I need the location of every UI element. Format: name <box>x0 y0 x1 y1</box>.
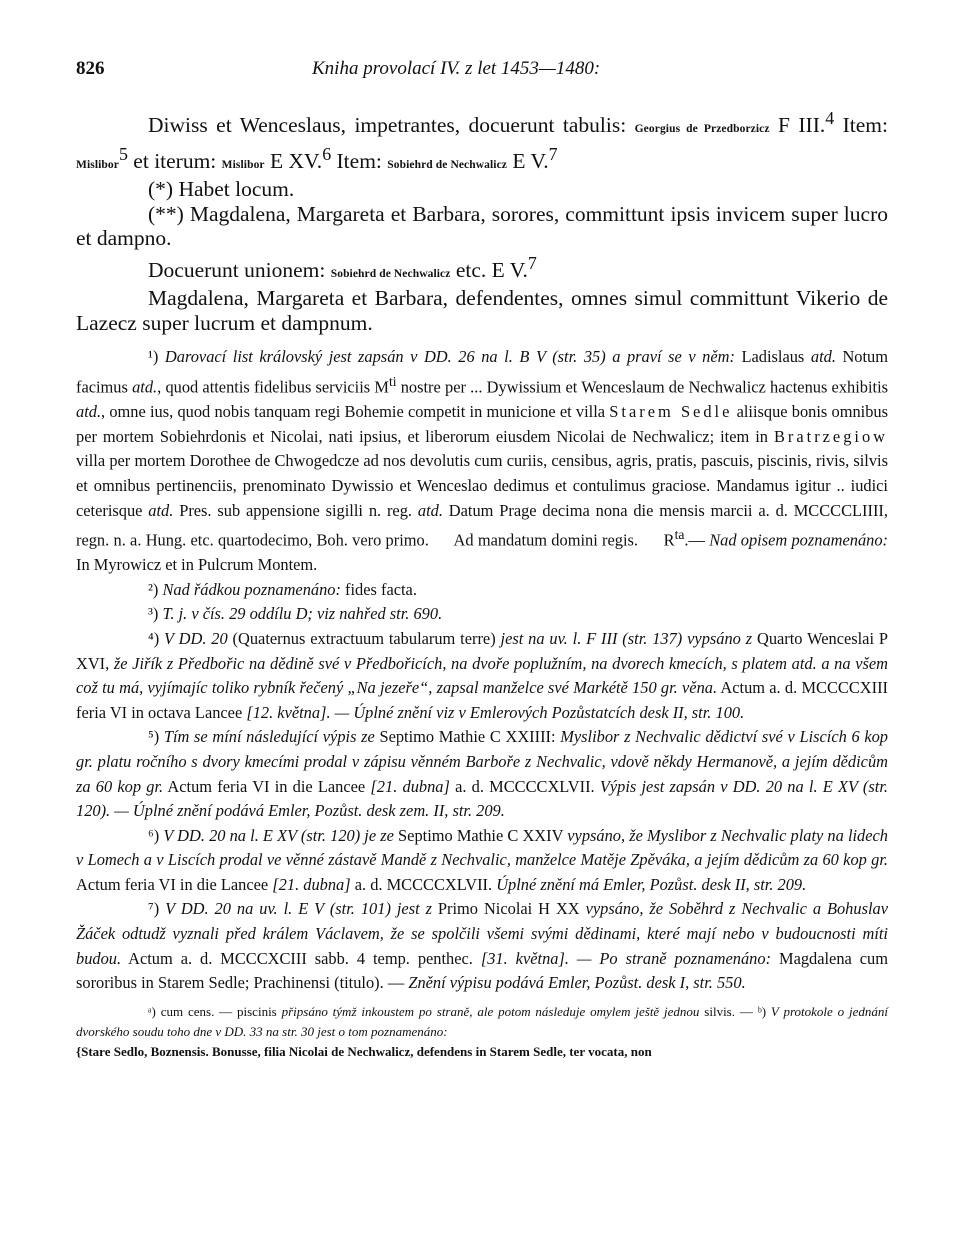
text: fides facta. <box>340 579 417 599</box>
text: aliisque bonis omnibus per mortem Sobiehrdonis et Nicolai, nati ipsius, et liberorum eiusdem Nicolai de Nechwalicz; item in <box>76 402 888 446</box>
text: Septimo Mathie C XXIV <box>393 825 568 845</box>
footnote-number: ²) <box>148 579 159 599</box>
text: atd. <box>148 500 174 520</box>
text: cum cens. — piscinis <box>155 1003 282 1019</box>
footnote-ref: 5 <box>118 143 128 164</box>
footnote-number: ⁴) <box>148 628 160 648</box>
text: Výpis jest zapsán v DD. 20 na l. E XV (str. 120). — Úplné znění podává Emler, Pozůst. desk zem. II, str. 209. <box>76 776 888 821</box>
text: E XV. <box>264 148 323 173</box>
paragraph-3: (**) Magdalena, Margareta et Barbara, sorores, committunt ipsis invicem super lucro et dampno. <box>76 201 888 251</box>
footnote-number: ⁶) <box>148 825 160 845</box>
footnote-ref: 6 <box>322 143 332 164</box>
text: vypsáno, že Soběhrd z Nechvalic a Bohuslav Žáček odtudž vyznali před králem Václavem, že se spolčili všemi svými dědinami, které mají nebo v budoucnosti míti budou. <box>76 899 888 968</box>
text: .— <box>684 530 710 550</box>
footnote-number: ⁷) <box>148 899 160 919</box>
text: atd. <box>132 377 158 397</box>
text: Actum feria VI in die Lancee <box>163 776 371 796</box>
text: [12. května]. — Úplné znění viz v Emlerových Pozůstatcích desk II, str. 100. <box>246 702 745 722</box>
apparatus-note-b-text: {Stare Sedlo, Boznensis. Bonusse, filia Nicolai de Nechwalicz, defendens in Starem Sedle, ter vocata, non <box>76 1043 652 1059</box>
small-caps-name: Sobiehrd de Nechwalicz <box>387 158 508 171</box>
small-caps-name: Sobiehrd de Nechwalicz <box>330 267 451 280</box>
text: ta <box>674 527 685 543</box>
text: In Myrowicz et in Pulcrum Montem. <box>76 555 318 575</box>
main-text <box>76 106 888 335</box>
spaced-place-name: Bratrzegiow <box>773 426 888 446</box>
text: [21. dubna] <box>370 776 450 796</box>
text: V DD. 20 na l. E XV (str. 120) je ze <box>159 825 394 845</box>
text: , omne ius, quod nobis tanquam regi Bohemie competit in municione et villa <box>101 402 610 422</box>
document-page <box>76 58 893 1062</box>
footnote-ref: 7 <box>548 143 558 164</box>
text: Actum feria VI in die Lancee <box>76 874 273 894</box>
text: T. j. v čís. 29 oddílu D; viz nahřed str. 690. <box>158 604 443 624</box>
footnote-number: ¹) <box>148 347 159 367</box>
text: , quod attentis fidelibus serviciis M <box>157 377 389 397</box>
small-caps-name: Mislibor <box>76 158 119 171</box>
text: et iterum: <box>127 148 222 173</box>
small-caps-name: Georgius de Przedborzicz <box>634 123 770 136</box>
apparatus-marker: ᵃ) <box>148 1003 156 1019</box>
text: vypsáno, že Myslibor z Nechvalic platy na lidech v Lomech a v Liscích prodal ve věnné zástavě Mandě z Nechvalic, manželce Matěje Zpěváka, a jejím dědicům za 60 kop gr. <box>76 825 888 870</box>
footnote-7 <box>76 897 888 995</box>
critical-apparatus <box>76 1002 888 1062</box>
footnote-5 <box>76 725 888 823</box>
text: Item: <box>331 148 388 173</box>
text: připsáno týmž inkoustem po straně, ale potom následuje omylem ještě jednou <box>281 1003 700 1019</box>
text: ti <box>388 374 397 390</box>
text: Tím se míní následující výpis ze <box>159 727 375 747</box>
text: silvis. — <box>699 1003 758 1019</box>
text: etc. E V. <box>450 257 528 282</box>
paragraph-1 <box>76 106 888 177</box>
text: atd. <box>76 402 102 422</box>
text: nostre per ... Dywissium et Wenceslaum de Nechwalicz hactenus exhibitis <box>396 377 888 397</box>
text: Nad řádkou poznamenáno: <box>158 579 341 599</box>
text: Darovací list královský jest zapsán v DD. 26 na l. B V (str. 35) a praví se v něm: <box>158 347 735 367</box>
text: V DD. 20 na uv. l. E V (str. 101) jest z <box>159 899 432 919</box>
text: V DD. 20 <box>159 628 228 648</box>
text: Actum a. d. MCCCCXIII feria VI in octava Lancee <box>76 678 888 722</box>
text: V protokole o jednání dvorského soudu toho dne v DD. 33 na str. 30 jest o tom poznamenáno: <box>76 1003 888 1039</box>
footnote-1 <box>76 345 893 577</box>
text: Datum Prage decima nona die mensis marcii a. d. MCCCCLIIII, regn. n. a. Hung. etc. quartodecimo, Boh. vero primo. Ad mandatum domini regis. R <box>76 500 893 550</box>
paragraph-2: (*) Habet locum. <box>148 177 295 202</box>
text: Docuerunt unionem: <box>148 257 331 282</box>
footnote-3 <box>76 602 888 627</box>
running-title: Kniha provolací IV. z let 1453—1480: <box>312 58 601 79</box>
text: že Jiřík z Předbořic na dědině své v Předbořicích, na dvoře poplužním, na dvorech kmecích, s platem atd. a na všem což tu má, vyjímajíc toliko rybník řečený „Na jezeře“, zapsal manželce své Markétě 150 gr. věna. <box>76 653 888 698</box>
text: Notum facimus <box>76 347 889 397</box>
text: Septimo Mathie C XXIIII: <box>374 727 561 747</box>
text: Magdalena cum sororibus in Starem Sedle; Prachinensi (titulo). — <box>76 948 888 993</box>
footnote-ref: 7 <box>527 252 537 273</box>
spaced-place-name: Starem Sedle <box>609 402 733 422</box>
text: Pres. sub appensione sigilli n. reg. <box>173 500 418 520</box>
text: Quarto Wenceslai P XVI, <box>76 628 888 673</box>
text: Primo Nicolai H XX <box>431 899 586 919</box>
paragraph-5: Magdalena, Margareta et Barbara, defendentes, omnes simul committunt Vikerio de Lazecz super lucrum et dampnum. <box>76 286 888 335</box>
text: atd. <box>810 347 836 367</box>
footnotes <box>76 345 893 995</box>
paragraph-4 <box>76 251 888 287</box>
text: villa per mortem Dorothee de Chwogedcze ad nos devolutis cum curiis, censibus, agris, pratis, pascuis, piscinis, rivis, silvis et omnibus pertinenciis, prenominato Dywissio et Wenceslao dedimus et contulimus graciose. Mandamus igitur .. iudici ceterisque <box>76 451 888 520</box>
footnote-number: ⁵) <box>148 727 160 747</box>
text: [31. května]. — Po straně poznamenáno: <box>480 948 772 968</box>
footnote-4 <box>76 627 888 725</box>
text: [21. dubna] <box>272 874 351 894</box>
footnote-number: ³) <box>148 604 159 624</box>
text: a. d. MCCCCXLVII. <box>449 776 600 796</box>
small-caps-name: Mislibor <box>221 158 265 171</box>
apparatus-marker: ᵇ) <box>757 1003 767 1019</box>
text: Nad opisem poznamenáno: <box>709 530 889 550</box>
footnote-6 <box>76 824 888 898</box>
footnote-ref: 4 <box>825 108 835 128</box>
text: Actum a. d. MCCCXCIII sabb. 4 temp. penthec. <box>121 948 481 968</box>
text: Úplné znění má Emler, Pozůst. desk II, str. 209. <box>496 874 807 894</box>
text: E V. <box>507 148 549 173</box>
text: F III. <box>769 113 826 138</box>
footnote-2 <box>76 578 888 603</box>
page-header <box>76 58 888 90</box>
text: Item: <box>834 113 888 138</box>
text: Myslibor z Nechvalic dědictví své v Liscích 6 kop gr. platu ročního s dvory kmecími prodal v zápisu věnném Barboře z Nechvalic, vdově někdy Hermanově, a jejím dědicům za 60 kop gr. <box>76 727 889 796</box>
text: jest na uv. l. F III (str. 137) vypsáno z <box>500 628 753 648</box>
text: Znění výpisu podává Emler, Pozůst. desk I, str. 550. <box>408 973 746 993</box>
text: Ladislaus <box>734 347 811 367</box>
apparatus-note-a <box>76 1002 888 1042</box>
text: Diwiss et Wenceslaus, impetrantes, docuerunt tabulis: <box>148 113 635 138</box>
text: a. d. MCCCCXLVII. <box>350 874 497 894</box>
page-number: 826 <box>76 58 105 79</box>
text: atd. <box>417 500 443 520</box>
text: (Quaternus extractuum tabularum terre) <box>227 628 501 648</box>
